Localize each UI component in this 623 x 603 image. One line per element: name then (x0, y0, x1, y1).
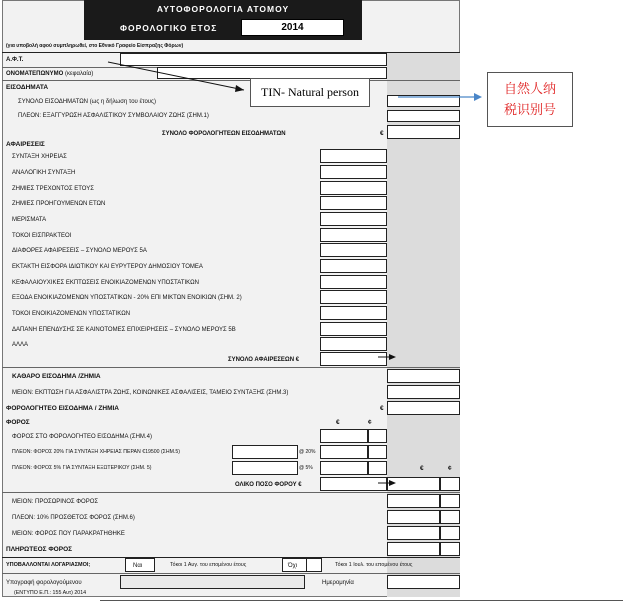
deduction-label: ΕΚΤΑΚΤΗ ΕΙΣΦΟΡΑ ΙΔΙΩΤΙΚΟΥ ΚΑΙ ΕΥΡΥΤΕΡΟΥ ΔΗΜΟΣΙΟΥ ΤΟΜΕΑ (12, 264, 203, 270)
afm-label: Α.Φ.Τ. (6, 57, 24, 63)
deductions-total-label: ΣΥΝΟΛΟ ΑΦΑΙΡΕΣΕΩΝ € (228, 357, 300, 363)
translation-arrowhead (474, 93, 482, 101)
tax-on-taxable-income-label: ΦΟΡΟΣ ΣΤΟ ΦΟΡΟΛΟΓΗΤΕΟ ΕΙΣΟΔΗΜΑ (ΣΗΜ.4) (12, 434, 152, 440)
total-income-label: ΣΥΝΟΛΟ ΕΙΣΟΔΗΜΑΤΩΝ (ως η δήλωση του έτους) (18, 99, 156, 105)
tax-year-label: ΦΟΡΟΛΟΓΙΚΟ ΕΤΟΣ (120, 23, 218, 33)
deduction-label: ΔΙΑΦΟΡΕΣ ΑΦΑΙΡΕΣΕΙΣ – ΣΥΝΟΛΟ ΜΕΡΟΥΣ 5Α (12, 248, 147, 254)
euro-column-header: € (420, 465, 424, 472)
payable-tax-label: ΠΛΗΡΩΤΕΟΣ ΦΟΡΟΣ (6, 546, 73, 553)
cent-column-header: ¢ (368, 419, 372, 426)
name-label: ΟΝΟΜΑΤΕΠΩΝΥΜΟ (κεφαλαία) (6, 71, 94, 77)
accounts-yes-text: Τόκοι 1 Αυγ. του επομένου έτους (170, 562, 247, 568)
additional-tax-label: ΠΛΕΟΝ: 10% ΠΡΟΣΘΕΤΟΣ ΦΟΡΟΣ (ΣΗΜ.6) (12, 515, 135, 521)
taxable-income-label: ΦΟΡΟΛΟΓΗΤΕΟ ΕΙΣΟΔΗΜΑ / ΖΗΜΙΑ (6, 405, 119, 412)
withheld-tax-label: ΜΕΙΟΝ: ΦΟΡΟΣ ΠΟΥ ΠΑΡΑΚΡΑΤΗΘΗΚΕ (12, 531, 125, 537)
net-income-label: ΚΑΘΑΡΟ ΕΙΣΟΔΗΜΑ /ΖΗΜΙΑ (12, 373, 101, 380)
life-insurance-surrender-label: ΠΛΕΟΝ: ΕΞΑΓΓΥΡΩΣΗ ΑΣΦΑΛΙΣΤΙΚΟΥ ΣΥΜΒΟΛΑΙΟΥ ΖΩΗΣ (ΣΗΜ.1) (18, 113, 209, 119)
deductions-heading: ΑΦΑΙΡΕΣΕΙΣ (6, 141, 45, 148)
tax-heading: ΦΟΡΟΣ (6, 419, 30, 426)
income-heading: ΕΙΣΟΔΗΜΑΤΑ (6, 84, 49, 91)
deduction-label: ΑΛΛΑ (12, 342, 29, 348)
cent-column-header: ¢ (448, 465, 452, 472)
accounts-no-text: Τόκοι 1 Ιουλ. του επομένου έτους (335, 562, 413, 568)
chinese-translation-callout (487, 72, 573, 127)
signature-label: Υπογραφή φορολογούμενου (6, 580, 82, 586)
form-title: ΑΥΤΟΦΟΡΟΛΟΓΙΑ ΑΤΟΜΟΥ (156, 4, 290, 14)
total-tax-arrowhead (389, 480, 396, 486)
deduction-label: ΑΝΑΛΟΓΙΚΗ ΣΥΝΤΑΞΗ (12, 170, 76, 176)
total-tax-label: ΟΛΙΚΟ ΠΟΣΟ ΦΟΡΟΥ € (235, 482, 302, 488)
form-subtitle: (για υποβολή αφού συμπληρωθεί, στο Εθνικό Γραφείο Είσπραξης Φόρων) (6, 43, 184, 49)
deduction-label: ΖΗΜΙΕΣ ΠΡΟΗΓΟΥΜΕΝΩΝ ΕΤΩΝ (12, 201, 106, 207)
widow-pension-tax-label: ΠΛΕΟΝ: ΦΟΡΟΣ 20% ΓΙΑ ΣΥΝΤΑΞΗ ΧΗΡΕΙΑΣ ΠΕΡΑΝ €19500 (ΣΗΜ.5) (12, 449, 181, 455)
deduction-label: ΤΟΚΟΙ ΕΝΟΙΚΙΑΖΟΜΕΝΩΝ ΥΠΟΣΤΑΤΙΚΩΝ (12, 311, 131, 317)
tin-callout: TIN- Natural person (250, 78, 370, 107)
taxable-income-total-label: ΣΥΝΟΛΟ ΦΟΡΟΛΟΓΗΤΕΩΝ ΕΙΣΟΔΗΜΑΤΩΝ (162, 131, 286, 137)
foreign-pension-tax-label: ΠΛΕΟΝ: ΦΟΡΟΣ 5% ΓΙΑ ΣΥΝΤΑΞΗ ΕΞΩΤΕΡΙΚΟΥ (ΣΗΜ. 5) (12, 465, 152, 471)
deduction-label: ΕΞΟΔΑ ΕΝΟΙΚΙΑΖΟΜΕΝΩΝ ΥΠΟΣΤΑΤΙΚΩΝ - 20% ΕΠΙ ΜΙΚΤΩΝ ΕΝΟΙΚΙΩΝ (ΣΗΜ. 2) (12, 295, 242, 301)
accounts-question-label: ΥΠΟΒΑΛΛΟΝΤΑΙ ΛΟΓΑΡΙΑΣΜΟΙ; (6, 562, 91, 568)
tin-pointer-arrowhead (235, 85, 244, 92)
deduction-label: ΣΥΝΤΑΞΗ ΧΗΡΕΙΑΣ (12, 154, 67, 160)
life-insurance-deduction-label: ΜΕΙΟΝ: ΕΚΠΤΩΣΗ ΓΙΑ ΑΣΦΑΛΙΣΤΡΑ ΖΩΗΣ, ΚΟΙΝΩΝΙΚΕΣ ΑΣΦΑΛΙΣΕΙΣ, ΤΑΜΕΙΟ ΣΥΝΤΑΞΗΣ (ΣΗΜ.3) (12, 390, 289, 396)
form-code: (ΕΝΤΥΠΟ Ε.Π.: 155 Αυτ) 2014 (14, 590, 87, 596)
accounts-yes-label: Ναι (133, 563, 143, 569)
rate-20-label: @ 20% (299, 449, 316, 455)
euro-sign: € (380, 405, 384, 412)
deduction-label: ΚΕΦΑΛΑΙΟΥΧΙΚΕΣ ΕΚΠΤΩΣΕΙΣ ΕΝΟΙΚΙΑΖΟΜΕΝΩΝ ΥΠΟΣΤΑΤΙΚΩΝ (12, 280, 199, 286)
provisional-tax-label: ΜΕΙΟΝ: ΠΡΟΣΩΡΙΝΟΣ ΦΟΡΟΣ (12, 499, 99, 505)
chinese-translation-line-2: 税识别号 (503, 103, 556, 118)
euro-sign: € (380, 130, 384, 137)
deduction-label: ΔΑΠΑΝΗ ΕΠΕΝΔΥΣΗΣ ΣΕ ΚΑΙΝΟΤΟΜΕΣ ΕΠΙΧΕΙΡΗΣΕΙΣ – ΣΥΝΟΛΟ ΜΕΡΟΥΣ 5Β (12, 327, 236, 333)
accounts-no-label: Όχι (288, 563, 298, 569)
rate-5-label: @ 5% (299, 465, 313, 471)
tin-pointer-line (108, 62, 244, 90)
deduction-label: ΜΕΡΙΣΜΑΤΑ (12, 217, 47, 223)
deductions-total-arrowhead (389, 354, 396, 360)
deduction-label: ΤΟΚΟΙ ΕΙΣΠΡΑΚΤΕΟΙ (12, 233, 72, 239)
date-label: Ημερομηνία (322, 580, 354, 586)
tax-year-field[interactable]: 2014 (241, 19, 344, 36)
euro-column-header: € (336, 419, 340, 426)
deduction-label: ΖΗΜΙΕΣ ΤΡΕΧΟΝΤΟΣ ΕΤΟΥΣ (12, 186, 94, 192)
chinese-translation-line-1: 自然人纳 (503, 82, 556, 97)
